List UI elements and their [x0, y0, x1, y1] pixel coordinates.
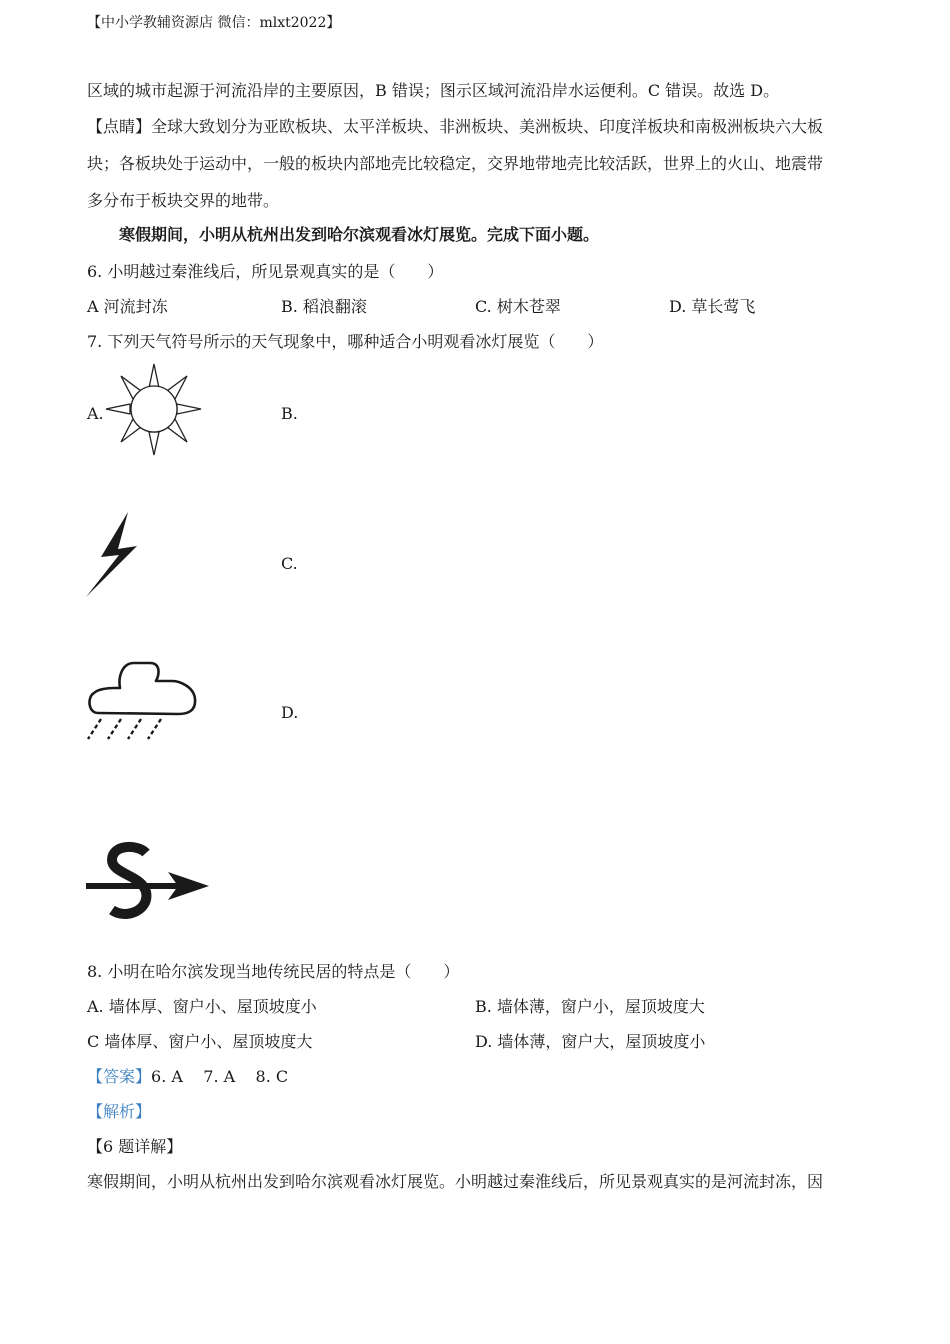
q8-option-d: D. 墙体薄，窗户大，屋顶坡度小: [475, 1032, 706, 1051]
q7-label-a: A.: [87, 404, 104, 423]
q8-option-b: B. 墙体薄，窗户小，屋顶坡度大: [475, 997, 705, 1016]
sandstorm-icon: [84, 840, 212, 926]
question-intro: 寒假期间，小明从杭州出发到哈尔滨观看冰灯展览。完成下面小题。: [119, 225, 600, 244]
q8-stem: 8. 小明在哈尔滨发现当地传统民居的特点是（ ）: [87, 962, 460, 981]
detail-text: 寒假期间，小明从杭州出发到哈尔滨观看冰灯展览。小明越过秦淮线后，所见景观真实的是河流封冻，因: [87, 1172, 824, 1191]
lightning-icon: [85, 511, 141, 599]
detail-tag: 【6 题详解】: [87, 1137, 183, 1156]
rain-cloud-icon: [84, 659, 200, 743]
q6-option-a: A 河流封冻: [87, 297, 168, 316]
answer-text: 6. A 7. A 8. C: [151, 1067, 289, 1086]
q7-stem: 7. 下列天气符号所示的天气现象中，哪种适合小明观看冰灯展览（ ）: [87, 332, 604, 351]
paragraph-prev: 区域的城市起源于河流沿岸的主要原因，B 错误；图示区域河流沿岸水运便利。C 错误。故选 D。: [87, 81, 780, 100]
analysis-tag: 【解析】: [87, 1102, 152, 1121]
q7-label-d: D.: [281, 703, 299, 722]
sun-icon: [104, 362, 204, 458]
q7-label-b: B.: [281, 404, 298, 423]
q6-option-c: C. 树木苍翠: [475, 297, 561, 316]
tip-line-3: 多分布于板块交界的地带。: [87, 191, 280, 210]
page-header: 【中小学教辅资源店 微信：mlxt2022】: [87, 15, 341, 31]
q6-stem: 6. 小明越过秦淮线后，所见景观真实的是（ ）: [87, 262, 444, 281]
q7-label-c: C.: [281, 554, 298, 573]
tip-line-2: 块；各板块处于运动中，一般的板块内部地壳比较稳定，交界地带地壳比较活跃，世界上的火山、地震带: [87, 154, 824, 173]
tip-line-1: 【点睛】全球大致划分为亚欧板块、太平洋板块、非洲板块、美洲板块、印度洋板块和南极洲板块六大板: [87, 117, 824, 136]
q8-option-c: C 墙体厚、窗户小、屋顶坡度大: [87, 1032, 313, 1051]
q6-option-d: D. 草长莺飞: [669, 297, 756, 316]
answer-tag: 【答案】: [87, 1067, 152, 1086]
q6-option-b: B. 稻浪翻滚: [281, 297, 367, 316]
q8-option-a: A. 墙体厚、窗户小、屋顶坡度小: [87, 997, 317, 1016]
answer-line: [87, 1067, 288, 1087]
